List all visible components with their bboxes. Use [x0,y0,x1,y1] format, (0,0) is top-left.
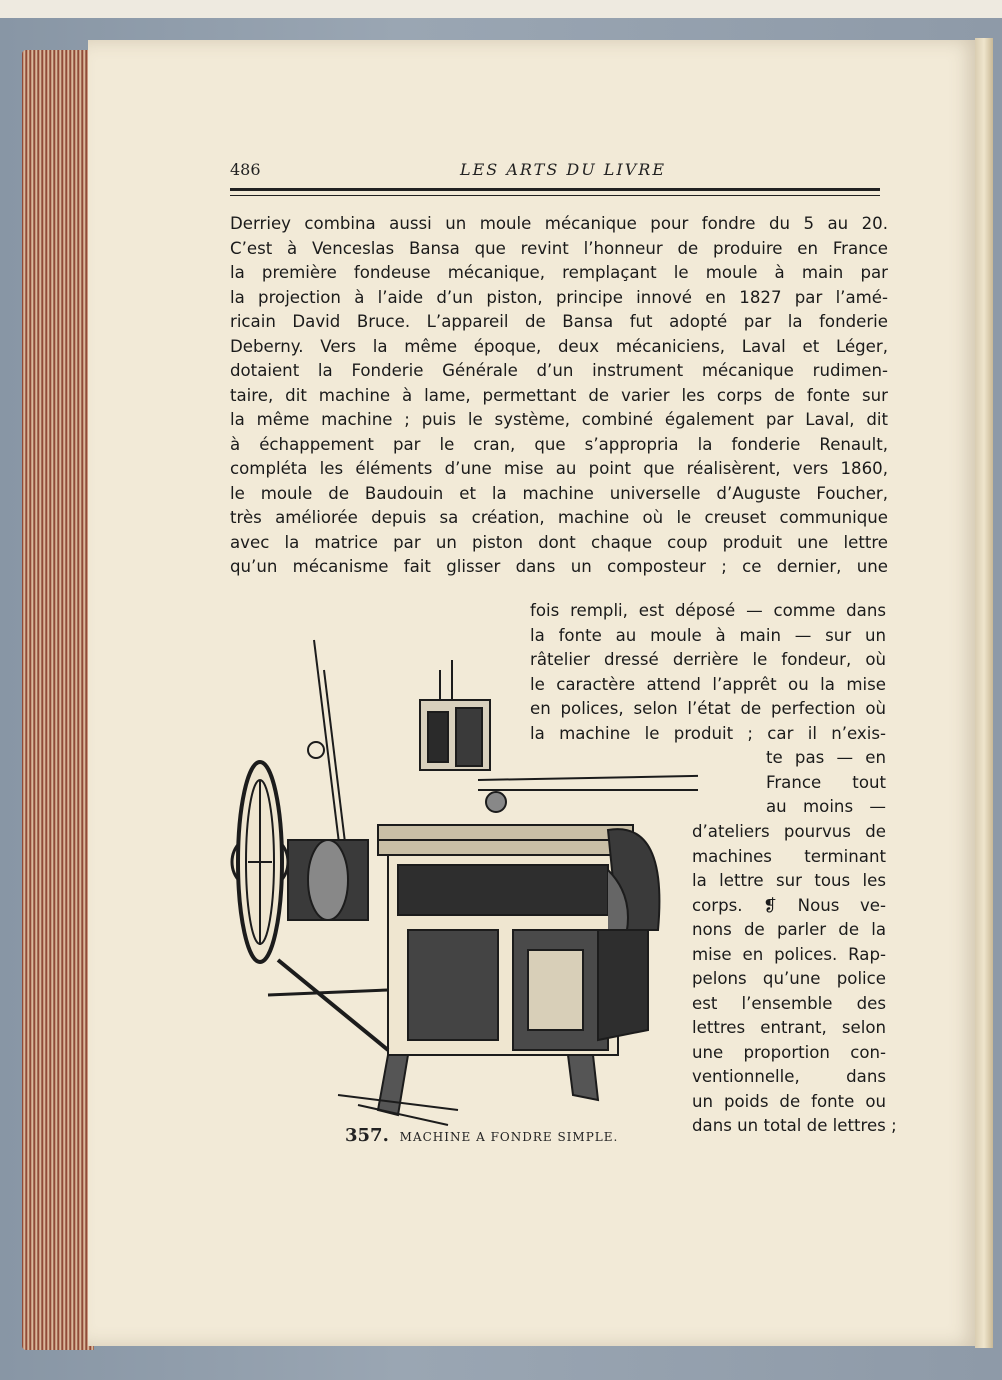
figure-caption [345,1125,618,1146]
side-line: un poids de fonte ou [692,1091,886,1111]
body-line: la projection à l’aide d’un piston, principe innové en 1827 par l’amé- [230,287,888,307]
page-header [230,160,880,190]
side-line: est l’ensemble des [692,993,886,1013]
body-line: taire, dit machine à lame, permettant de varier les corps de fonte sur [230,385,888,405]
side-line: la fonte au moule à main — sur un [530,625,886,645]
figure-caption-text: MACHINE A FONDRE SIMPLE. [399,1130,619,1144]
body-line: Derriey combina aussi un moule mécanique pour fondre du 5 au 20. [230,214,888,233]
body-line: Deberny. Vers la même époque, deux mécaniciens, Laval et Léger, [230,336,888,356]
page-edges [22,50,94,1350]
body-line: la première fondeuse mécanique, remplaçant le moule à main par [230,263,888,282]
side-line: fois rempli, est déposé — comme dans [530,601,886,620]
header-rule [230,188,880,191]
body-line: le moule de Baudouin et la machine universelle d’Auguste Foucher, [230,483,888,503]
side-line: une proportion con- [692,1042,886,1062]
side-text-c [692,820,897,1139]
side-line: lettres entrant, selon [692,1018,886,1037]
side-line: corps. ❡ Nous ve- [692,895,886,915]
side-line: dans un total de lettres ; [692,1116,897,1135]
page-number: 486 [230,160,261,179]
figure-number: 357. [345,1125,389,1146]
body-paragraph [230,212,888,580]
body-line: à échappement par le cran, que s’appropria la fonderie Renault, [230,434,888,454]
type-casting-machine-illustration [228,630,698,1130]
side-text-b [766,746,886,820]
side-line: ventionnelle, dans [692,1067,886,1086]
side-line: en polices, selon l’état de perfection où [530,699,886,718]
page-fold [975,38,993,1348]
running-title: LES ARTS DU LIVRE [460,160,667,179]
side-line: le caractère attend l’apprêt ou la mise [530,674,886,694]
body-line: ricain David Bruce. L’appareil de Bansa fut adopté par la fonderie [230,312,888,331]
side-line: d’ateliers pourvus de [692,822,886,841]
side-line: France tout [766,772,886,792]
side-line: râtelier dressé derrière le fondeur, où [530,650,886,669]
side-line: mise en polices. Rap- [692,944,886,964]
body-line: dotaient la Fonderie Générale d’un instrument mécanique rudimen- [230,361,888,380]
side-line: au moins — [766,797,886,816]
side-line: la machine le produit ; car il n’exis- [530,723,886,743]
side-line: te pas — en [766,748,886,767]
body-line: très améliorée depuis sa création, machine où le creuset communique [230,508,888,527]
body-line: avec la matrice par un piston dont chaque coup produit une lettre [230,532,888,552]
body-line: qu’un mécanisme fait glisser dans un composteur ; ce dernier, une [230,557,888,576]
header-rule-thin [230,195,880,196]
side-line: la lettre sur tous les [692,871,886,890]
body-line: compléta les éléments d’une mise au point que réalisèrent, vers 1860, [230,459,888,478]
side-line: pelons qu’une police [692,969,886,988]
body-line: C’est à Venceslas Bansa que revint l’honneur de produire en France [230,238,888,258]
body-line: la même machine ; puis le système, combiné également par Laval, dit [230,410,888,429]
side-line: nons de parler de la [692,920,886,939]
side-line: machines terminant [692,846,886,866]
